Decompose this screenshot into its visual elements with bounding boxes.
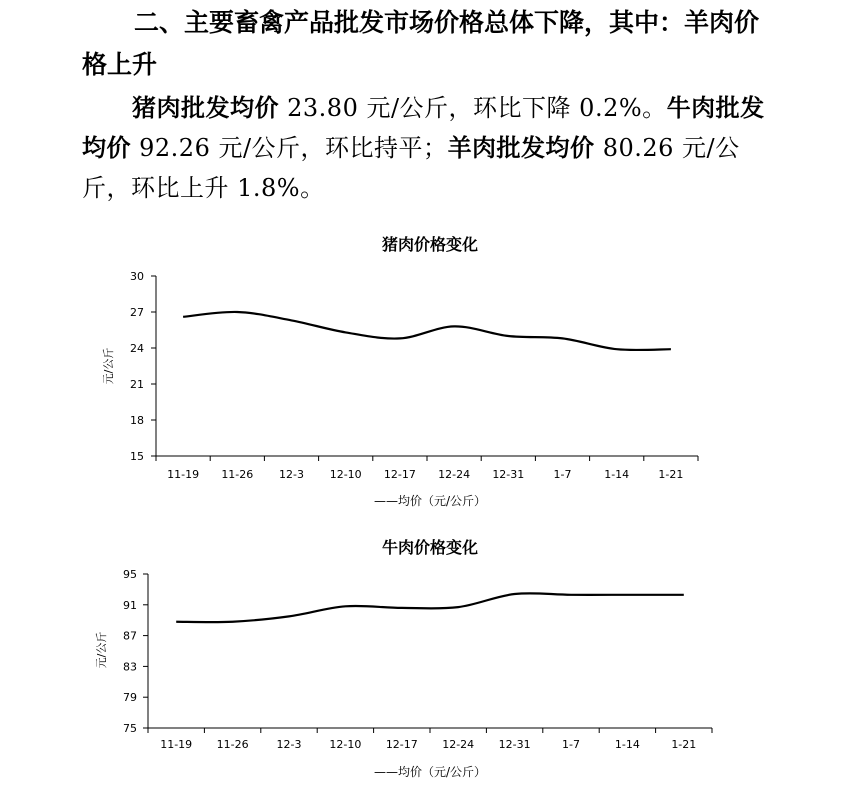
pork-x-tick-label: 1-21 (658, 468, 684, 481)
beef-legend: ——均价（元/公斤） (373, 765, 487, 779)
pork-x-tick-label: 1-14 (604, 468, 630, 481)
pork-x-tick-label: 12-3 (279, 468, 304, 481)
beef-text: 92.26 元/公斤，环比持平； (131, 134, 448, 162)
pork-price-series-line (183, 312, 671, 350)
pork-y-tick-label: 30 (130, 270, 144, 283)
pork-chart-title: 猪肉价格变化 (381, 235, 479, 254)
pork-y-tick-label: 24 (130, 342, 144, 355)
beef-y-tick-label: 83 (123, 660, 137, 674)
beef-x-tick-label: 11-19 (160, 738, 193, 751)
pork-y-tick-label: 15 (130, 450, 144, 463)
lamb-label: 羊肉批发均价 (447, 134, 595, 162)
beef-y-tick-label: 91 (123, 598, 137, 612)
beef-y-tick-label: 95 (123, 568, 137, 581)
beef-y-axis-label: 元/公斤 (95, 631, 108, 669)
pork-x-tick-label: 12-24 (438, 468, 471, 481)
lamb-text: 80.26 元/公斤，环比上升 1.8%。 (82, 134, 740, 202)
pork-y-tick-label: 21 (130, 378, 144, 391)
beef-x-tick-label: 12-10 (329, 738, 362, 751)
pork-label: 猪肉批发均价 (132, 94, 279, 122)
pork-x-tick-label: 1-7 (553, 468, 572, 481)
pork-x-tick-label: 11-19 (167, 468, 200, 481)
pork-x-tick-label: 12-17 (383, 468, 416, 481)
beef-price-series-line (176, 593, 684, 622)
beef-y-tick-label: 75 (123, 722, 137, 735)
section-heading-text: 二、主要畜禽产品批发市场价格总体下降，其中：羊肉价格上升 (82, 8, 760, 79)
beef-label: 牛肉批发均价 (82, 94, 765, 162)
beef-y-tick-label: 79 (123, 691, 137, 705)
beef-chart-title: 牛肉价格变化 (381, 538, 479, 557)
beef-x-tick-label: 1-7 (562, 738, 580, 751)
beef-x-tick-label: 12-24 (442, 738, 475, 751)
pork-x-tick-label: 12-31 (492, 468, 525, 481)
beef-x-tick-label: 1-21 (671, 738, 697, 751)
pork-x-tick-label: 11-26 (221, 468, 254, 481)
beef-x-tick-label: 12-17 (385, 738, 418, 751)
pork-text: 23.80 元/公斤，环比下降 0.2%。 (279, 94, 667, 122)
pork-x-tick-label: 12-10 (329, 468, 362, 481)
pork-y-axis-label: 元/公斤 (102, 347, 115, 385)
pork-y-tick-label: 27 (130, 306, 144, 319)
beef-x-tick-label: 12-3 (276, 738, 302, 751)
beef-y-tick-label: 87 (123, 629, 137, 643)
pork-y-tick-label: 18 (130, 414, 144, 427)
beef-x-tick-label: 12-31 (498, 738, 531, 751)
pork-legend: ——均价（元/公斤） (373, 494, 487, 508)
beef-x-tick-label: 11-26 (216, 738, 249, 751)
beef-x-tick-label: 1-14 (614, 738, 640, 751)
